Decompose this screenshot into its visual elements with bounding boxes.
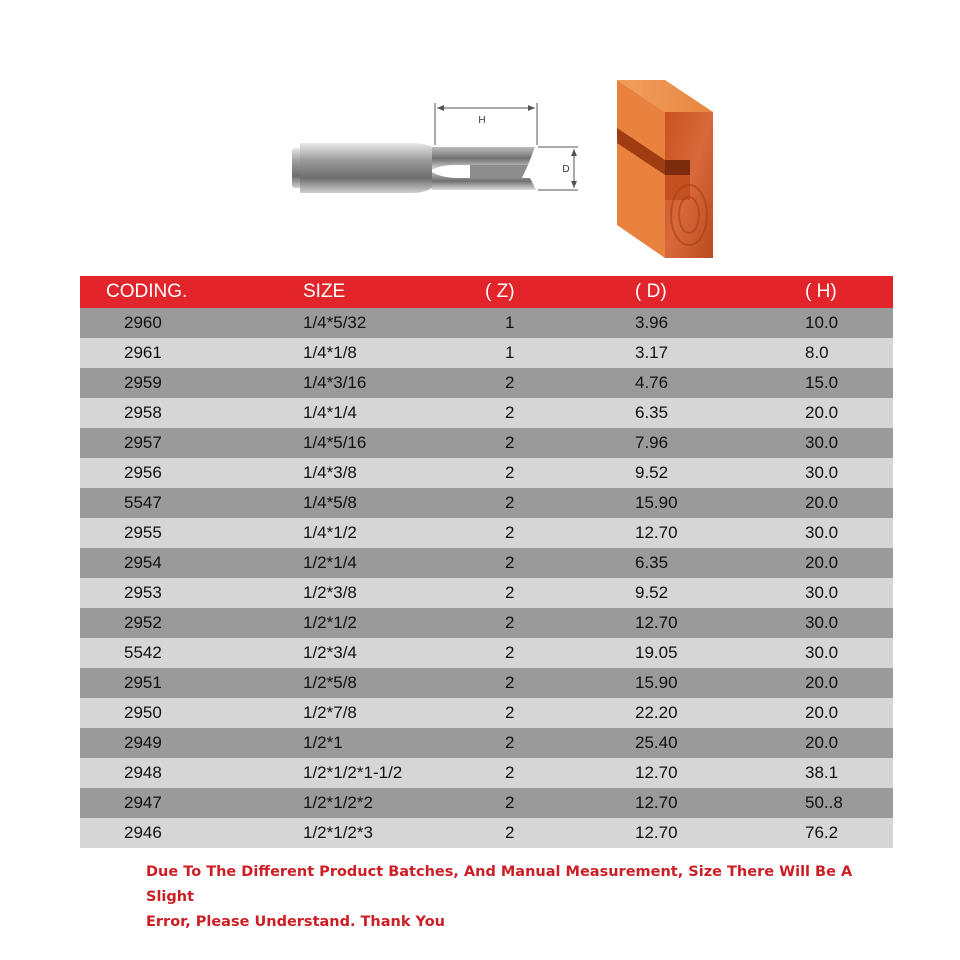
header-z: ( Z): [485, 276, 635, 308]
cell-h: 30.0: [805, 578, 893, 608]
disclaimer-line-2: Error, Please Understand. Thank You: [146, 914, 446, 930]
table-row: [80, 368, 893, 398]
cell-size: 1/4*3/8: [303, 458, 485, 488]
cell-coding: 2958: [80, 398, 303, 428]
cell-d: 25.40: [635, 728, 805, 758]
cell-z: 2: [485, 788, 635, 818]
table-row: [80, 398, 893, 428]
cell-d: 12.70: [635, 788, 805, 818]
cell-d: 19.05: [635, 638, 805, 668]
cell-d: 15.90: [635, 668, 805, 698]
cell-h: 30.0: [805, 458, 893, 488]
cell-d: 7.96: [635, 428, 805, 458]
cell-z: 2: [485, 518, 635, 548]
cell-coding: 5547: [80, 488, 303, 518]
cell-size: 1/4*3/16: [303, 368, 485, 398]
table-row: [80, 458, 893, 488]
dimension-h-label: H: [478, 115, 486, 126]
cell-d: 4.76: [635, 368, 805, 398]
cell-coding: 2954: [80, 548, 303, 578]
cell-size: 1/2*5/8: [303, 668, 485, 698]
cell-d: 6.35: [635, 398, 805, 428]
cell-d: 12.70: [635, 758, 805, 788]
cell-size: 1/4*1/4: [303, 398, 485, 428]
cell-size: 1/4*5/8: [303, 488, 485, 518]
table-row: [80, 668, 893, 698]
cell-d: 12.70: [635, 518, 805, 548]
header-size: SIZE: [303, 276, 485, 308]
cell-d: 12.70: [635, 818, 805, 848]
cell-z: 2: [485, 368, 635, 398]
cell-z: 2: [485, 668, 635, 698]
cell-h: 20.0: [805, 488, 893, 518]
header-coding: CODING.: [80, 276, 303, 308]
cell-z: 2: [485, 488, 635, 518]
cell-z: 2: [485, 818, 635, 848]
table-row: [80, 548, 893, 578]
cell-z: 2: [485, 698, 635, 728]
cell-coding: 2956: [80, 458, 303, 488]
table-row: [80, 788, 893, 818]
cell-coding: 2947: [80, 788, 303, 818]
cell-coding: 2950: [80, 698, 303, 728]
cell-h: 20.0: [805, 548, 893, 578]
cell-h: 20.0: [805, 698, 893, 728]
table-row: [80, 818, 893, 848]
cell-coding: 5542: [80, 638, 303, 668]
cell-coding: 2951: [80, 668, 303, 698]
cell-coding: 2955: [80, 518, 303, 548]
cell-z: 1: [485, 338, 635, 368]
cell-z: 1: [485, 308, 635, 338]
cell-coding: 2946: [80, 818, 303, 848]
cell-h: 20.0: [805, 668, 893, 698]
cell-size: 1/4*5/16: [303, 428, 485, 458]
cell-d: 6.35: [635, 548, 805, 578]
cell-size: 1/4*1/8: [303, 338, 485, 368]
grooved-wood-icon: [617, 80, 713, 258]
cell-h: 30.0: [805, 518, 893, 548]
cell-size: 1/2*1/2*2: [303, 788, 485, 818]
cell-d: 3.17: [635, 338, 805, 368]
cell-size: 1/2*1/2*3: [303, 818, 485, 848]
cell-coding: 2953: [80, 578, 303, 608]
table-row: [80, 728, 893, 758]
cell-h: 20.0: [805, 728, 893, 758]
cell-coding: 2952: [80, 608, 303, 638]
table-row: [80, 638, 893, 668]
dimension-d-label: D: [562, 164, 570, 175]
header-h: ( H): [805, 276, 893, 308]
cell-h: 8.0: [805, 338, 893, 368]
cell-size: 1/2*7/8: [303, 698, 485, 728]
cell-h: 30.0: [805, 638, 893, 668]
cell-h: 30.0: [805, 608, 893, 638]
table-row: [80, 308, 893, 338]
cell-size: 1/2*3/8: [303, 578, 485, 608]
table-row: [80, 428, 893, 458]
cell-h: 76.2: [805, 818, 893, 848]
cell-z: 2: [485, 728, 635, 758]
cell-size: 1/4*1/2: [303, 518, 485, 548]
disclaimer-note: [146, 860, 866, 935]
cell-z: 2: [485, 548, 635, 578]
product-diagram: [0, 0, 960, 270]
table-row: [80, 758, 893, 788]
table-row: [80, 488, 893, 518]
cell-h: 10.0: [805, 308, 893, 338]
cell-size: 1/2*1/2*1-1/2: [303, 758, 485, 788]
cell-h: 50..8: [805, 788, 893, 818]
cell-size: 1/2*1: [303, 728, 485, 758]
table-row: [80, 518, 893, 548]
cell-z: 2: [485, 638, 635, 668]
cell-d: 22.20: [635, 698, 805, 728]
cell-z: 2: [485, 398, 635, 428]
cell-z: 2: [485, 758, 635, 788]
cell-d: 3.96: [635, 308, 805, 338]
cell-h: 20.0: [805, 398, 893, 428]
cell-z: 2: [485, 608, 635, 638]
header-d: ( D): [635, 276, 805, 308]
cell-size: 1/2*1/2: [303, 608, 485, 638]
cell-h: 30.0: [805, 428, 893, 458]
cell-coding: 2960: [80, 308, 303, 338]
cell-coding: 2948: [80, 758, 303, 788]
cell-coding: 2949: [80, 728, 303, 758]
cell-d: 9.52: [635, 578, 805, 608]
router-bit-icon: [292, 143, 536, 193]
table-row: [80, 338, 893, 368]
cell-d: 12.70: [635, 608, 805, 638]
table-row: [80, 698, 893, 728]
cell-h: 38.1: [805, 758, 893, 788]
cell-coding: 2961: [80, 338, 303, 368]
spec-table: [80, 276, 893, 848]
cell-d: 9.52: [635, 458, 805, 488]
cell-d: 15.90: [635, 488, 805, 518]
table-row: [80, 578, 893, 608]
cell-h: 15.0: [805, 368, 893, 398]
cell-size: 1/4*5/32: [303, 308, 485, 338]
disclaimer-line-1: Due To The Different Product Batches, And Manual Measurement, Size There Will Be A Slight: [146, 864, 853, 905]
table-row: [80, 608, 893, 638]
table-header-row: [80, 276, 893, 308]
cell-z: 2: [485, 578, 635, 608]
cell-z: 2: [485, 458, 635, 488]
cell-coding: 2959: [80, 368, 303, 398]
cell-coding: 2957: [80, 428, 303, 458]
cell-size: 1/2*1/4: [303, 548, 485, 578]
cell-z: 2: [485, 428, 635, 458]
cell-size: 1/2*3/4: [303, 638, 485, 668]
